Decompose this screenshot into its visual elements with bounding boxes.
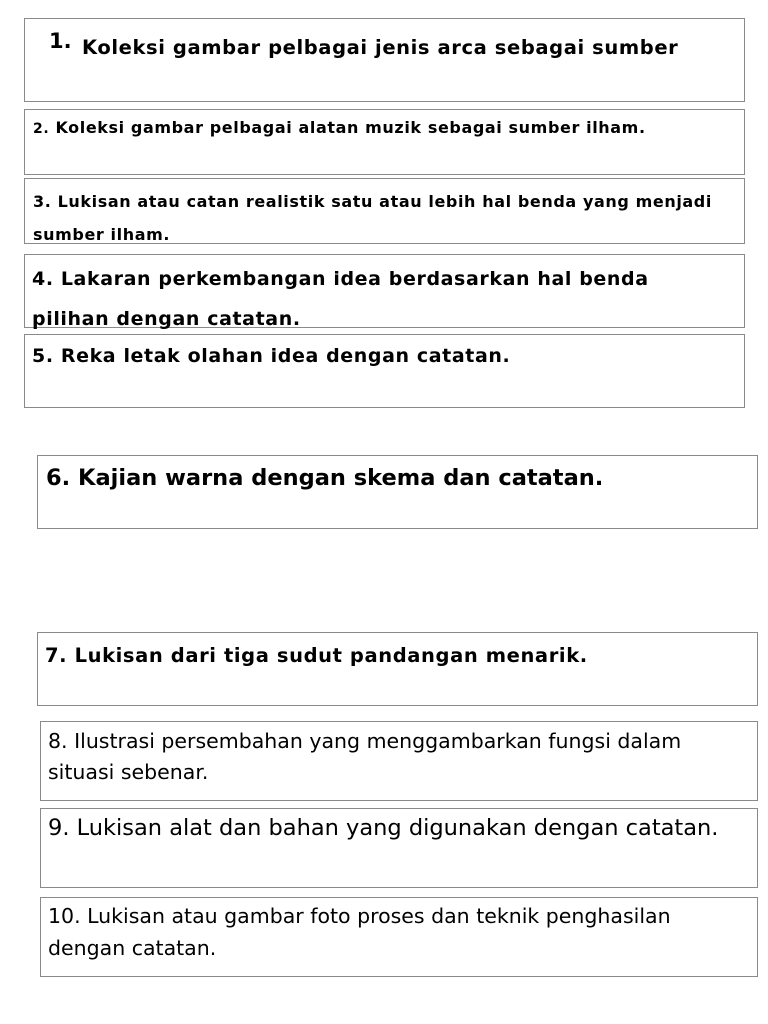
item-box-2 [24,109,745,175]
item-6-text: 6. Kajian warna dengan skema dan catatan. [46,465,604,491]
item-7-text: 7. Lukisan dari tiga sudut pandangan menarik. [45,644,588,667]
item-box-4 [24,254,745,328]
item-5-text: 5. Reka letak olahan idea dengan catatan. [32,345,511,367]
item-2-number: 2. [33,121,50,137]
item-10-text: 10. Lukisan atau gambar foto proses dan teknik penghasilan dengan catatan. [48,904,671,960]
item-2-line [33,117,745,140]
item-8-text: 8. Ilustrasi persembahan yang menggambarkan fungsi dalam situasi sebenar. [48,729,682,784]
item-box-9 [40,808,758,888]
item-4-text: 4. Lakaran perkembangan idea berdasarkan hal benda pilihan dengan catatan. [32,268,649,330]
item-3-text: 3. Lukisan atau catan realistik satu atau lebih hal benda yang menjadi sumber ilham. [33,192,712,244]
item-1-number: 1. [49,29,72,53]
item-box-8 [40,721,758,801]
item-2-text: Koleksi gambar pelbagai alatan muzik sebagai sumber ilham. [55,118,646,137]
item-box-3 [24,178,745,244]
item-box-7 [37,632,758,706]
item-9-text: 9. Lukisan alat dan bahan yang digunakan dengan catatan. [48,815,719,841]
item-1-text: Koleksi gambar pelbagai jenis arca sebagai sumber [82,36,679,59]
item-box-1 [24,18,745,102]
item-box-10 [40,897,758,977]
item-box-6 [37,455,758,529]
item-box-5 [24,334,745,408]
